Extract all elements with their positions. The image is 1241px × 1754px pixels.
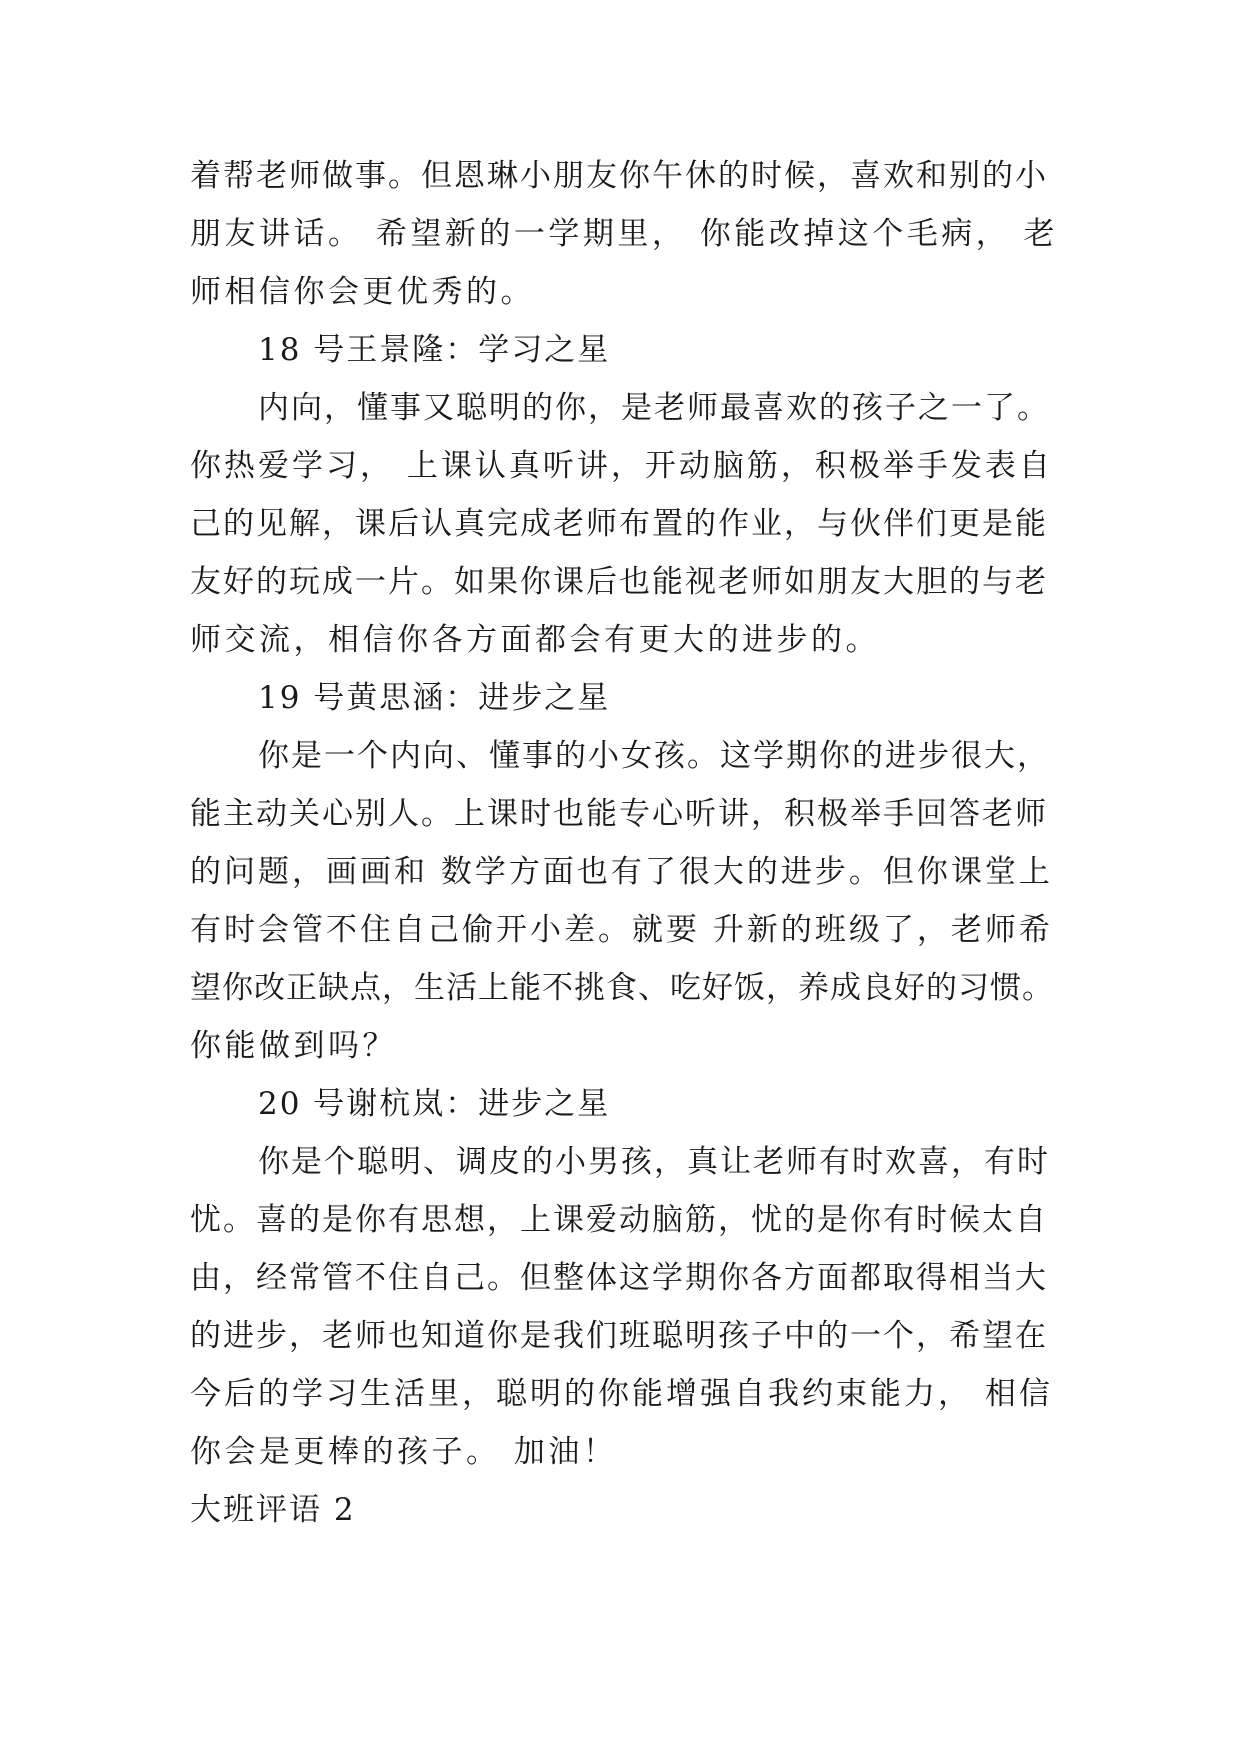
paragraph-line: 朋友讲话。 希望新的一学期里， 你能改掉这个毛病， 老 [190,216,1059,252]
paragraph-line: 忧。喜的是你有思想，上课爱动脑筋，忧的是你有时候太自 [190,1202,1048,1238]
paragraph-line: 能主动关心别人。上课时也能专心听讲，积极举手回答老师 [190,796,1048,832]
paragraph-line: 的进步，老师也知道你是我们班聪明孩子中的一个，希望在 [190,1318,1048,1354]
paragraph-line: 你能做到吗？ [190,1028,397,1064]
section-title: 大班评语 2 [190,1492,356,1528]
student-heading-20: 20 号谢杭岚：进步之星 [258,1086,611,1122]
paragraph-line: 着帮老师做事。但恩琳小朋友你午休的时候，喜欢和别的小 [190,158,1048,194]
student-heading-18: 18 号王景隆：学习之星 [258,332,611,368]
paragraph-line: 你是个聪明、调皮的小男孩，真让老师有时欢喜，有时 [258,1144,1050,1180]
paragraph-line: 你会是更棒的孩子。 加油！ [190,1434,618,1470]
paragraph-line: 望你改正缺点，生活上能不挑食、吃好饭，养成良好的习惯。 [190,970,1054,1006]
paragraph-line: 你是一个内向、懂事的小女孩。这学期你的进步很大， [258,738,1050,774]
student-heading-19: 19 号黄思涵：进步之星 [258,680,611,716]
paragraph-line: 今后的学习生活里，聪明的你能增强自我约束能力， 相信 [190,1376,1053,1412]
paragraph-line: 的问题，画画和 数学方面也有了很大的进步。但你课堂上 [190,854,1053,890]
paragraph-line: 由，经常管不住自己。但整体这学期你各方面都取得相当大 [190,1260,1048,1296]
paragraph-line: 师相信你会更优秀的。 [190,274,535,310]
paragraph-line: 己的见解，课后认真完成老师布置的作业，与伙伴们更是能 [190,506,1048,542]
paragraph-line: 内向，懂事又聪明的你，是老师最喜欢的孩子之一了。 [258,390,1050,426]
paragraph-line: 友好的玩成一片。如果你课后也能视老师如朋友大胆的与老 [190,564,1048,600]
paragraph-line: 有时会管不住自己偷开小差。就要 升新的班级了，老师希 [190,912,1053,948]
paragraph-line: 你热爱学习， 上课认真听讲，开动脑筋，积极举手发表自 [190,448,1053,484]
paragraph-line: 师交流，相信你各方面都会有更大的进步的。 [190,622,880,658]
